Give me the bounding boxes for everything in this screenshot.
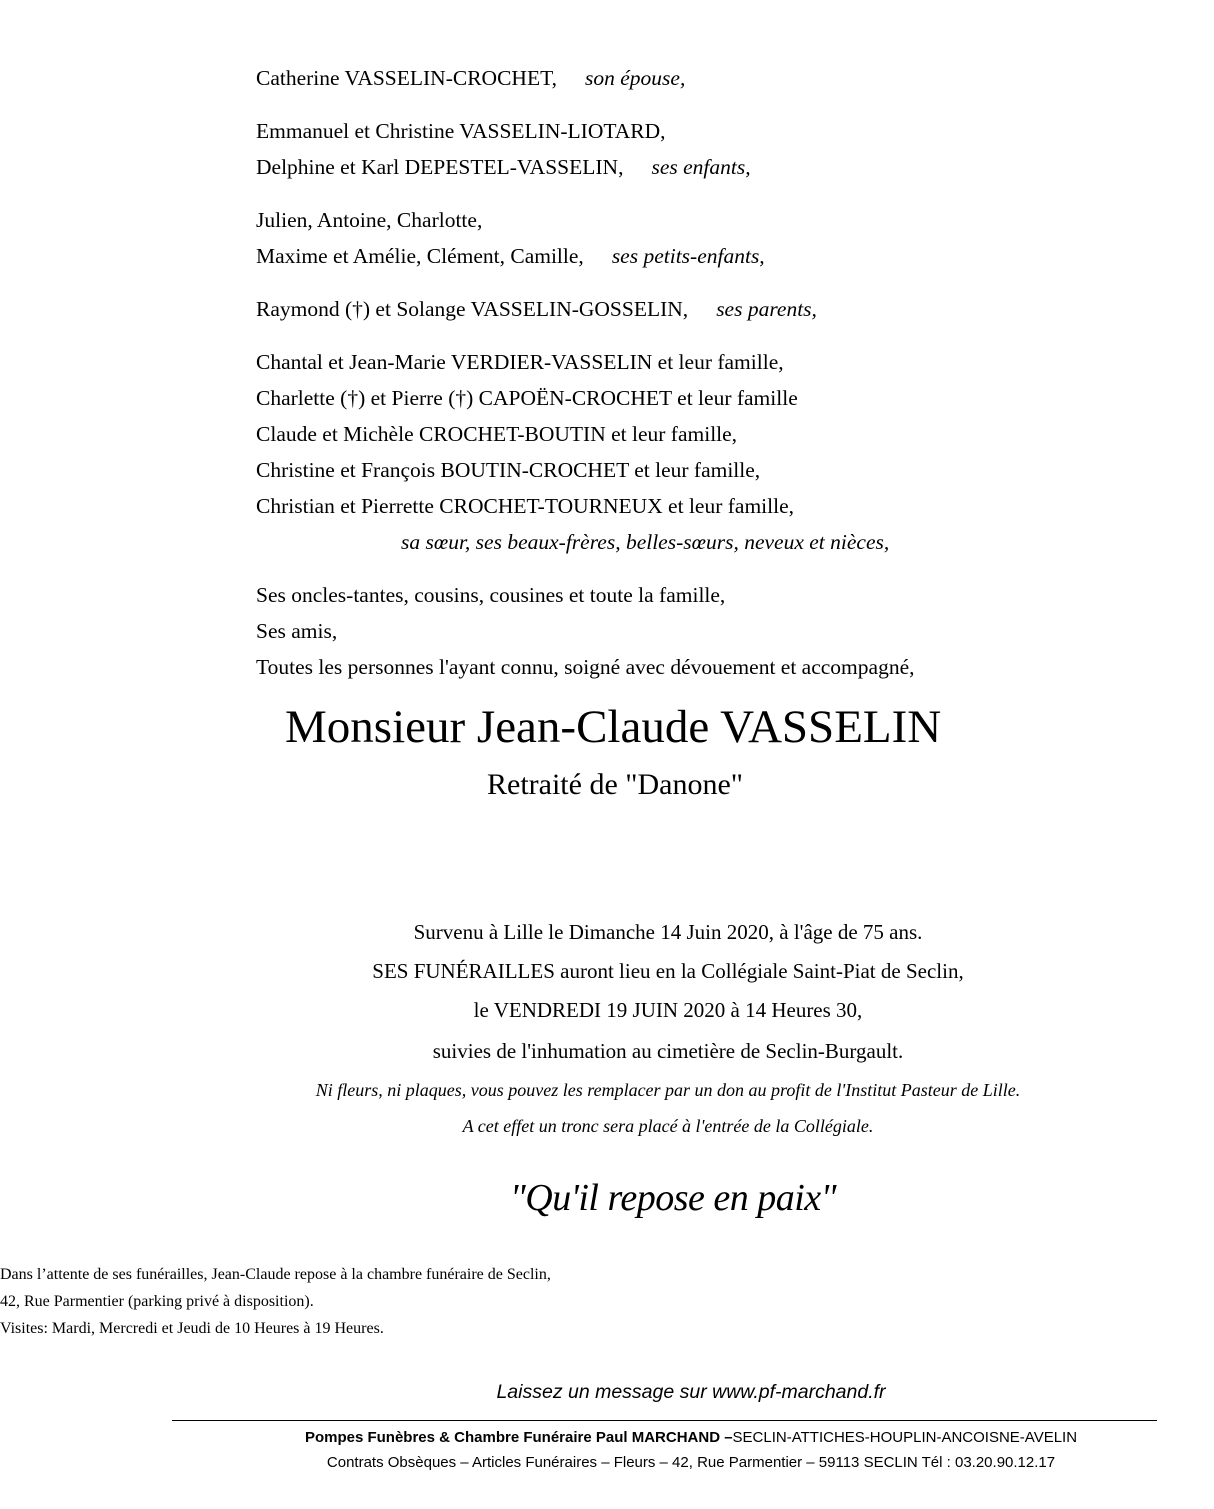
parents-line [256, 291, 817, 327]
death-notice: Survenu à Lille le Dimanche 14 Juin 2020, à l'âge de 75 ans. [413, 920, 923, 944]
spouse-name: Catherine VASSELIN-CROCHET, [256, 66, 557, 90]
footer-divider [172, 1420, 1157, 1421]
grandchildren-role: ses petits-enfants, [611, 244, 765, 268]
deceased-title: Retraité de "Danone" [487, 768, 744, 801]
donation-note: Ni fleurs, ni plaques, vous pouvez les remplacer par un don au profit de l'Institut Pasteur de Lille. [315, 1080, 1021, 1100]
others-line: Toutes les personnes l'ayant connu, soigné avec dévouement et accompagné, [256, 655, 915, 679]
rip-quote: "Qu'il repose en paix" [509, 1177, 837, 1219]
footer-company: Pompes Funèbres & Chambre Funéraire Paul MARCHAND – [304, 1429, 733, 1446]
wake-visits: Visites: Mardi, Mercredi et Jeudi de 10 Heures à 19 Heures. [0, 1320, 384, 1337]
funeral-date: le VENDREDI 19 JUIN 2020 à 14 Heures 30, [473, 998, 863, 1022]
sibling-line: Chantal et Jean-Marie VERDIER-VASSELIN et leur famille, [256, 350, 784, 374]
grandchildren-names: Maxime et Amélie, Clément, Camille, [256, 244, 584, 268]
spouse-role: son épouse, [585, 66, 686, 90]
burial-notice: suivies de l'inhumation au cimetière de Seclin-Burgault. [432, 1039, 904, 1063]
wake-line: Dans l’attente de ses funérailles, Jean-Claude repose à la chambre funéraire de Seclin, [0, 1266, 551, 1283]
sibling-line: Christine et François BOUTIN-CROCHET et leur famille, [256, 458, 761, 482]
grandchildren-line-2 [256, 238, 765, 274]
deceased-name: Monsieur Jean-Claude VASSELIN [285, 701, 942, 753]
sibling-line: Charlette (†) et Pierre (†) CAPOËN-CROCHET et leur famille [256, 386, 798, 410]
footer-company-line [0, 1429, 1214, 1446]
collection-note: A cet effet un tronc sera placé à l'entrée de la Collégiale. [462, 1116, 874, 1136]
sibling-line: Christian et Pierrette CROCHET-TOURNEUX et leur famille, [256, 494, 795, 518]
parents-role: ses parents, [716, 297, 817, 321]
funeral-notice: SES FUNÉRAILLES auront lieu en la Collégiale Saint-Piat de Seclin, [372, 959, 964, 983]
wake-address: 42, Rue Parmentier (parking privé à disposition). [0, 1293, 314, 1310]
siblings-role: sa sœur, ses beaux-frères, belles-sœurs, neveux et nièces, [401, 530, 890, 554]
footer-services: Contrats Obsèques – Articles Funéraires – Fleurs – 42, Rue Parmentier – 59113 SECLIN Tél : 03.20.90.12.17 [326, 1454, 1056, 1471]
children-line-2 [256, 149, 751, 185]
others-line: Ses amis, [256, 619, 338, 643]
parents-names: Raymond (†) et Solange VASSELIN-GOSSELIN, [256, 297, 689, 321]
grandchildren-line-1: Julien, Antoine, Charlotte, [256, 208, 483, 232]
footer-towns: SECLIN-ATTICHES-HOUPLIN-ANCOISNE-AVELIN [732, 1429, 1078, 1446]
spouse-line [256, 60, 685, 96]
sibling-line: Claude et Michèle CROCHET-BOUTIN et leur famille, [256, 422, 738, 446]
children-line-1: Emmanuel et Christine VASSELIN-LIOTARD, [256, 119, 666, 143]
others-line: Ses oncles-tantes, cousins, cousines et toute la famille, [256, 583, 726, 607]
children-names: Delphine et Karl DEPESTEL-VASSELIN, [256, 155, 624, 179]
online-message: Laissez un message sur www.pf-marchand.fr [496, 1381, 886, 1403]
children-role: ses enfants, [651, 155, 751, 179]
